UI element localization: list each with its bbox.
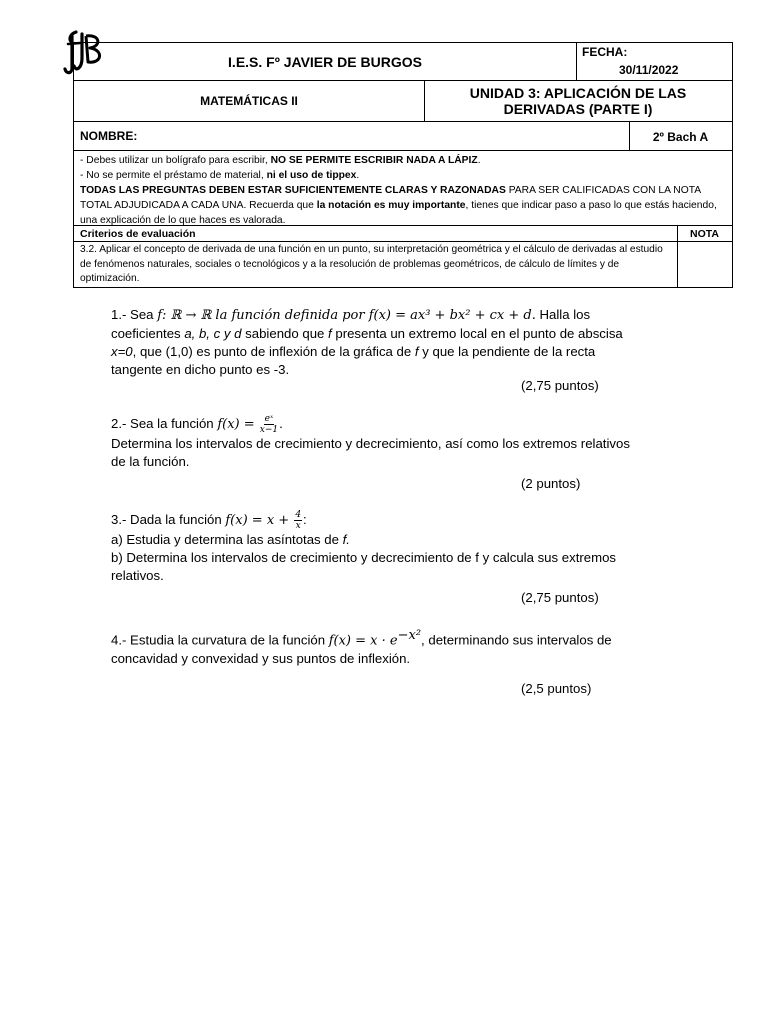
course-label: 2º Bach A bbox=[652, 130, 709, 144]
unit-title-line1: UNIDAD 3: APLICACIÓN DE LAS bbox=[469, 85, 687, 101]
question-3-intro: 3.- Dada la función bbox=[111, 511, 226, 527]
question-1-f: f bbox=[328, 326, 332, 341]
question-1-text-5: y que la pendiente de la recta tangente en dicho punto es -3. bbox=[111, 344, 596, 377]
question-4 bbox=[111, 627, 641, 668]
name-label: NOMBRE: bbox=[80, 129, 138, 143]
question-1 bbox=[111, 306, 641, 379]
fraction-denominator: x bbox=[295, 521, 301, 531]
question-1-coefficients: a, b, c y d bbox=[184, 326, 242, 341]
instruction-1: - Debes utilizar un bolígrafo para escribir, bbox=[80, 155, 271, 166]
question-4-formula: f(x) = x · e bbox=[328, 633, 398, 649]
instruction-2: - No se permite el préstamo de material, bbox=[80, 170, 267, 181]
date-label: FECHA: bbox=[582, 45, 628, 59]
question-3-part-a: a) Estudia y determina las asíntotas de bbox=[111, 532, 343, 547]
question-3-points: (2,75 puntos) bbox=[521, 590, 599, 605]
question-2-points: (2 puntos) bbox=[521, 476, 581, 491]
fraction-numerator: eˣ bbox=[264, 414, 274, 424]
question-1-points: (2,75 puntos) bbox=[521, 378, 599, 393]
exam-instructions bbox=[80, 153, 728, 228]
instruction-3-bold-2: la notación es muy importante bbox=[316, 200, 466, 211]
question-1-formula: f: ℝ → ℝ la función definida por f(x) = ax³ + bx² + cx + d. bbox=[157, 308, 536, 323]
question-1-f-2: f bbox=[414, 344, 419, 359]
question-2-formula-lhs: f(x) = bbox=[217, 416, 259, 432]
instruction-2-end: . bbox=[356, 170, 360, 181]
question-2 bbox=[111, 414, 641, 471]
question-4-exponent: −x² bbox=[397, 628, 422, 643]
fraction-denominator: x−1 bbox=[259, 425, 279, 435]
criteria-heading: Criterios de evaluación bbox=[80, 228, 196, 240]
date-value: 30/11/2022 bbox=[619, 63, 679, 77]
school-name: I.E.S. Fº JAVIER DE BURGOS bbox=[228, 54, 422, 70]
criteria-text: 3.2. Aplicar el concepto de derivada de una función en un punto, su interpretación geométrica y el cálculo de derivadas al estudio de fenómenos naturales, sociales o tecnológicos y a la resolución de problemas geométricos, de cálculo de límites y de optimización. bbox=[80, 244, 663, 284]
question-1-x0: x=0 bbox=[111, 344, 133, 359]
question-2-fraction bbox=[260, 414, 278, 435]
question-4-points: (2,5 puntos) bbox=[521, 681, 592, 696]
instruction-3-end: , tienes que indicar paso a paso lo que estás haciendo, una explicación de lo que haces es valorada. bbox=[80, 200, 717, 226]
question-3 bbox=[111, 510, 641, 585]
question-1-intro: 1.- Sea bbox=[111, 307, 158, 322]
question-2-end: . bbox=[279, 415, 283, 431]
question-4-body: , determinando sus intervalos de concavidad y convexidad y sus puntos de inflexión. bbox=[111, 632, 612, 667]
instruction-3-bold: TODAS LAS PREGUNTAS DEBEN ESTAR SUFICIENTEMENTE CLARAS Y RAZONADAS bbox=[80, 185, 506, 196]
exam-header-table bbox=[73, 42, 733, 288]
unit-title bbox=[424, 81, 732, 121]
grade-heading: NOTA bbox=[690, 227, 719, 240]
instruction-2-bold: ni el uso de tippex bbox=[266, 170, 357, 181]
instruction-1-bold: NO SE PERMITE ESCRIBIR NADA A LÁPIZ bbox=[270, 155, 478, 166]
question-3-part-a-f: f. bbox=[342, 532, 350, 547]
subject-name: MATEMÁTICAS II bbox=[200, 94, 298, 108]
question-1-text-2: sabiendo que bbox=[241, 326, 329, 341]
question-2-intro: 2.- Sea la función bbox=[111, 415, 218, 431]
instruction-1-end: . bbox=[477, 155, 481, 166]
question-3-end: : bbox=[303, 511, 307, 527]
fraction-numerator: 4 bbox=[295, 510, 302, 520]
unit-title-line2: DERIVADAS (PARTE I) bbox=[503, 101, 653, 117]
question-4-intro: 4.- Estudia la curvatura de la función bbox=[111, 632, 329, 648]
question-1-text: Halla los coeficientes bbox=[111, 307, 591, 341]
question-3-formula-lhs: f(x) = x + bbox=[225, 512, 294, 528]
question-3-fraction bbox=[294, 510, 302, 531]
question-1-text-3: presenta un extremo local en el punto de abscisa bbox=[331, 326, 623, 341]
instruction-3: PARA SER CALIFICADAS CON LA NOTA TOTAL ADJUDICADA A CADA UNA. Recuerda que bbox=[80, 185, 701, 211]
question-3-part-b: b) Determina los intervalos de crecimiento y decrecimiento de f y calcula sus extremos relativos. bbox=[111, 550, 616, 583]
question-2-body: Determina los intervalos de crecimiento y decrecimiento, así como los extremos relativos de la función. bbox=[111, 436, 630, 469]
question-1-text-4: , que (1,0) es punto de inflexión de la gráfica de bbox=[132, 344, 415, 359]
